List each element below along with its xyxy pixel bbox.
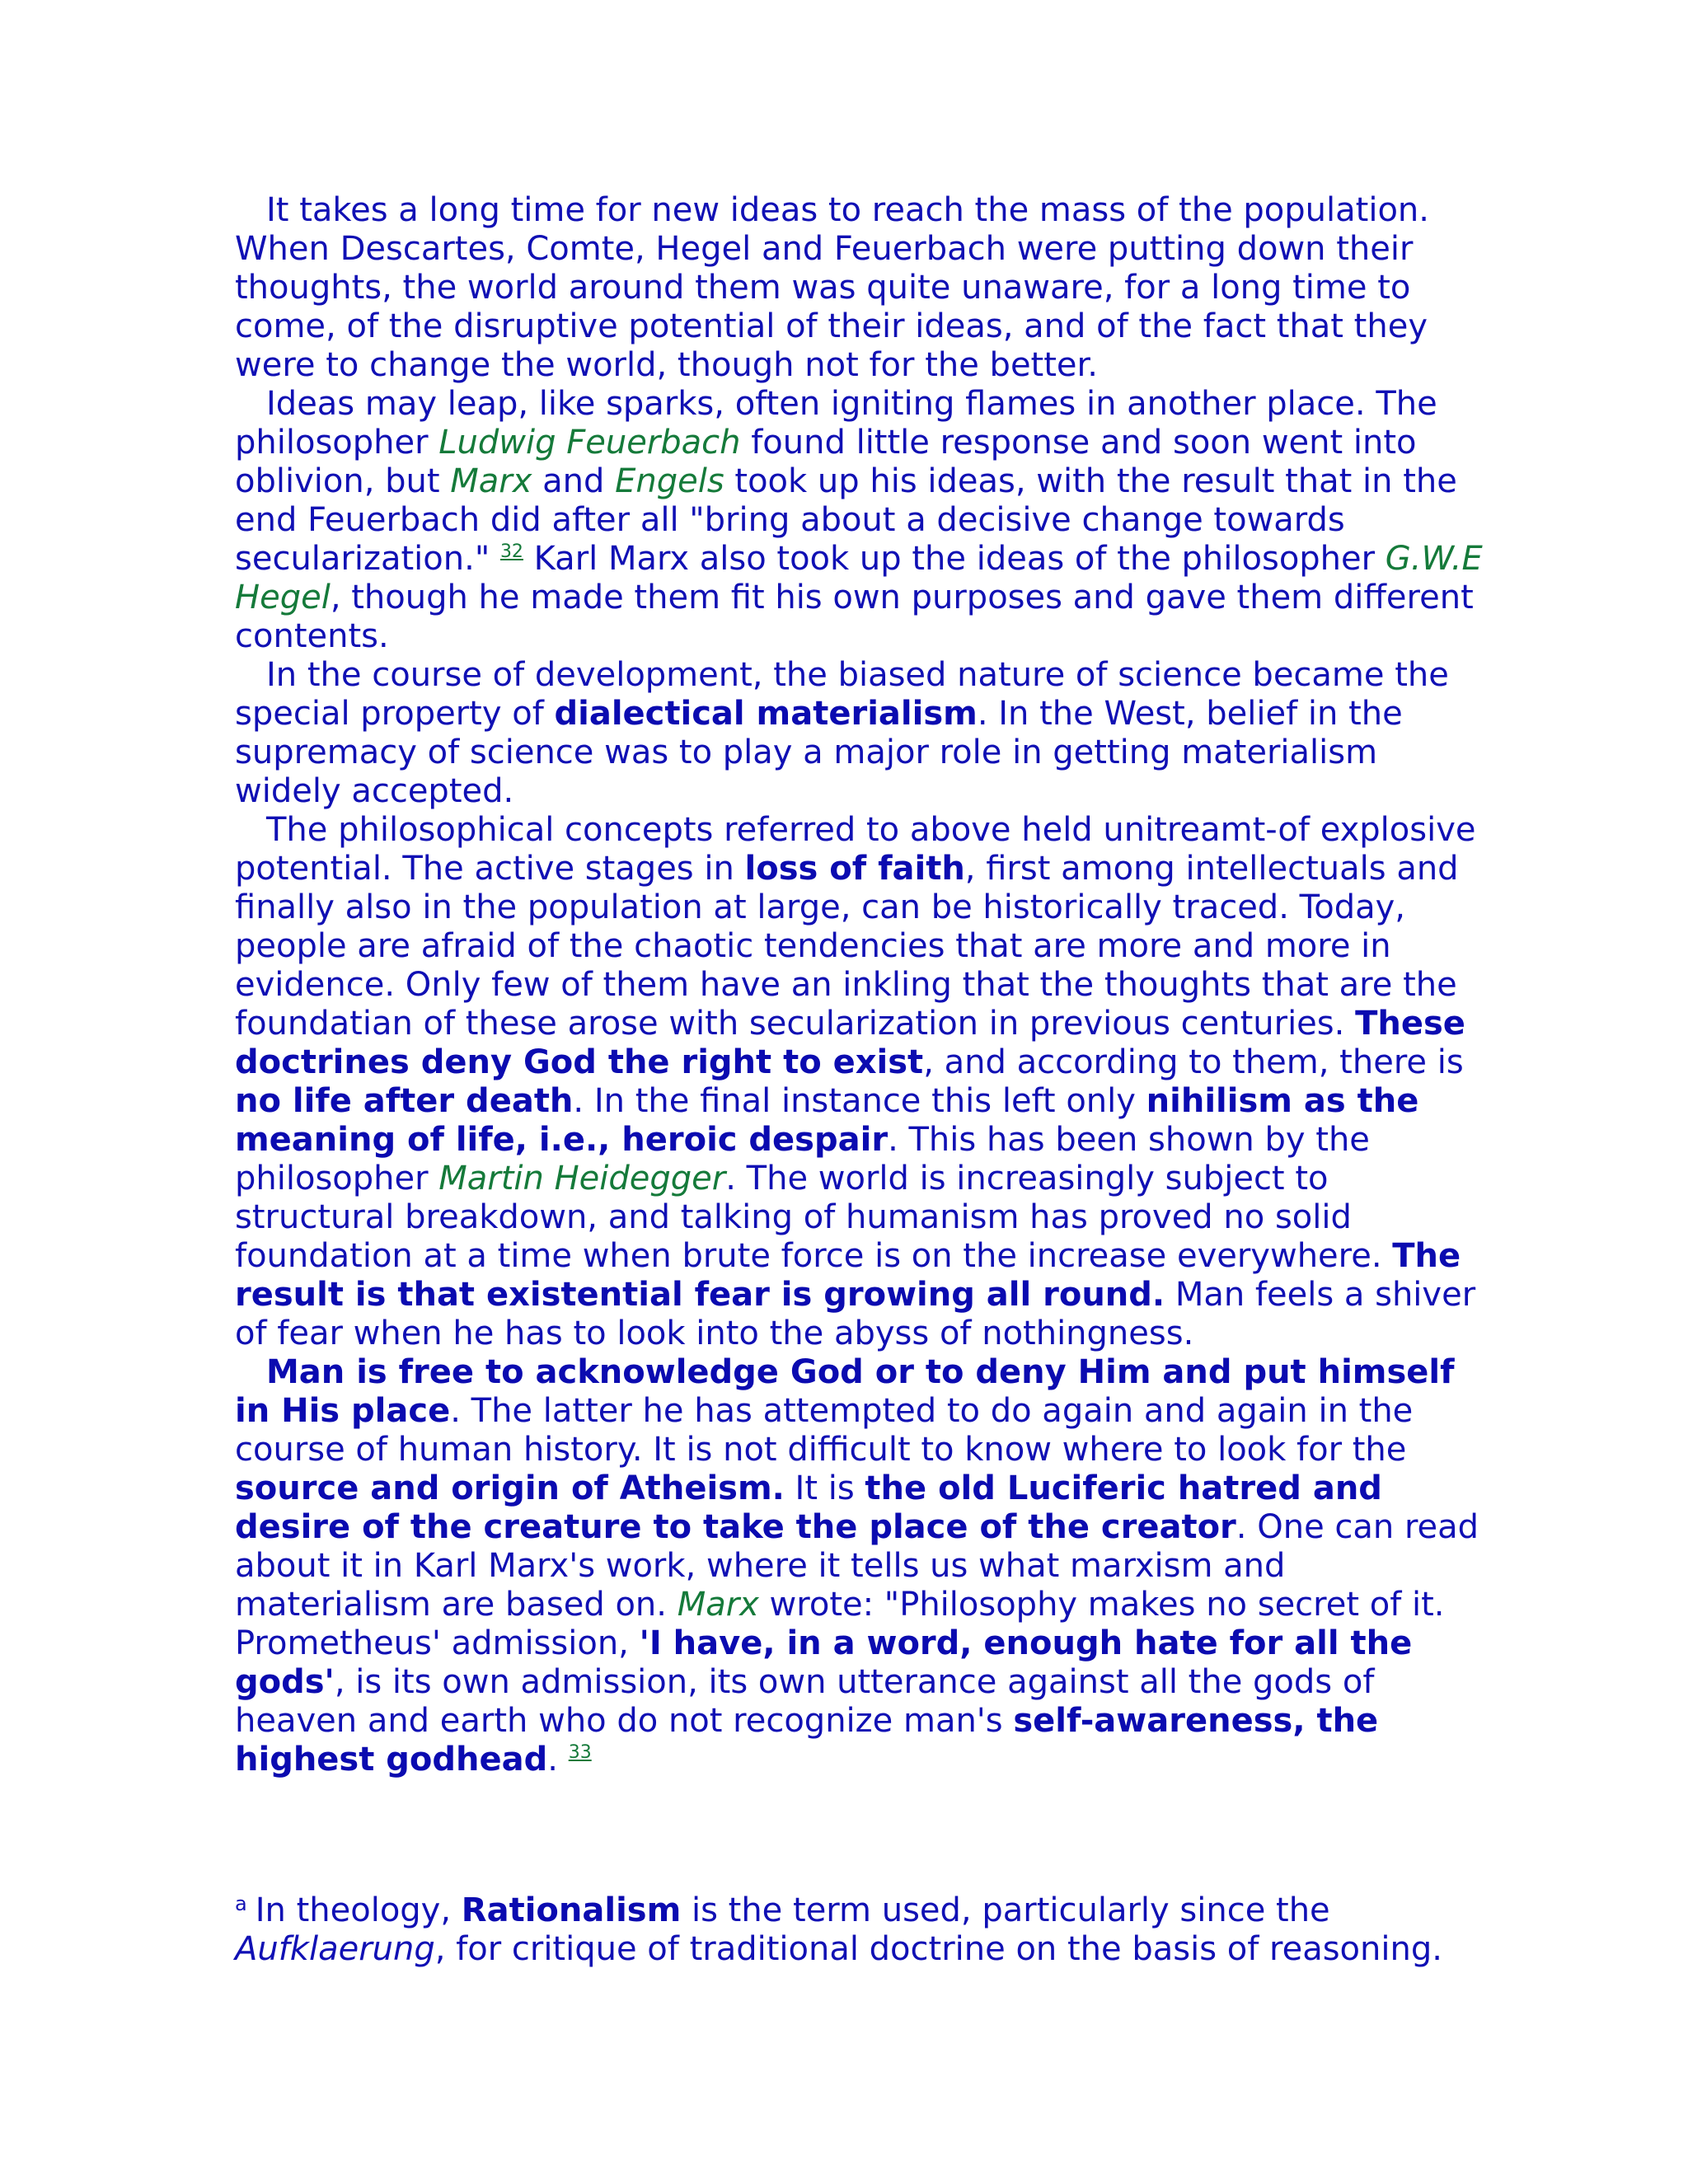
paragraph-text: . One can read about it in Karl Marx's work, where it tells us what marxism and materialism are based on. bbox=[235, 1508, 1479, 1624]
footnote bbox=[235, 1891, 1521, 1969]
paragraph-text: and bbox=[532, 462, 616, 500]
person-name-hegel: G.W.E Hegel bbox=[235, 540, 1483, 616]
person-name-marx: Marx bbox=[450, 462, 532, 500]
paragraph-text: , first among intellectuals and finally also in the population at large, can be historically traced. Today, people are afraid of the chaotic tendencies that are more and more in evidence. Only few of them have an inkling that the thoughts that are the foundatian of these arose with secularization in previous centuries. bbox=[235, 850, 1459, 1043]
paragraph-3 bbox=[235, 656, 1488, 811]
bold-phrase: Man is free to acknowledge God or to deny Him and put himself in His place bbox=[235, 1353, 1455, 1430]
bold-phrase: source and origin of Atheism. bbox=[235, 1469, 785, 1507]
paragraph-text: It is bbox=[784, 1469, 865, 1507]
paragraph-2 bbox=[235, 385, 1488, 656]
paragraph-5 bbox=[235, 1353, 1488, 1779]
person-name-marx: Marx bbox=[677, 1586, 759, 1624]
paragraph-text: Ideas may leap, like sparks, often igniting flames in another place. The philosopher bbox=[235, 385, 1437, 462]
paragraph-text: In the course of development, the biased nature of science became the special property of bbox=[235, 656, 1449, 733]
document-body bbox=[235, 191, 1488, 1779]
bold-phrase: dialectical materialism bbox=[554, 695, 978, 733]
bold-phrase: loss of faith bbox=[744, 850, 965, 888]
footnote-link-32[interactable]: 32 bbox=[499, 541, 523, 562]
footnote-marker: a bbox=[235, 1892, 247, 1915]
person-name-engels: Engels bbox=[615, 462, 724, 500]
bold-quote: 'I have, in a word, enough hate for all the gods' bbox=[235, 1624, 1413, 1701]
footnote-text bbox=[235, 1891, 1521, 1969]
paragraph-text: . In the West, belief in the supremacy of science was to play a major role in getting materialism widely accepted. bbox=[235, 695, 1403, 810]
paragraph-4 bbox=[235, 811, 1488, 1353]
bold-term: Rationalism bbox=[461, 1891, 682, 1929]
bold-phrase: The result is that existential fear is growing all round. bbox=[235, 1237, 1461, 1314]
paragraph-text: It takes a long time for new ideas to reach the mass of the population. When Descartes, Comte, Hegel and Feuerbach were putting down their thoughts, the world around them was quite unaware, for a long time to come, of the disruptive potential of their ideas, and of the fact that they were to change the world, though not for the better. bbox=[235, 191, 1429, 384]
paragraph-text: . The world is increasingly subject to structural breakdown, and talking of humanism has proved no solid foundation at a time when brute force is on the increase everywhere. bbox=[235, 1160, 1393, 1275]
paragraph-text: , is its own admission, its own utterance against all the gods of heaven and earth who do not recognize man's bbox=[235, 1663, 1375, 1740]
paragraph-text: , though he made them fit his own purposes and gave them different contents. bbox=[235, 579, 1474, 655]
italic-term: Aufklaerung bbox=[235, 1930, 435, 1968]
bold-phrase: These doctrines deny God the right to exist bbox=[235, 1005, 1465, 1081]
paragraph-text: wrote: "Philosophy makes no secret of it. Prometheus' admission, bbox=[235, 1586, 1445, 1662]
footnote-segment: In theology, bbox=[255, 1891, 462, 1929]
paragraph-text: found little response and soon went into oblivion, but bbox=[235, 424, 1417, 500]
paragraph-text: . In the final instance this left only bbox=[573, 1082, 1146, 1120]
paragraph-text: . The latter he has attempted to do again and again in the course of human history. It is not difficult to know where to look for the bbox=[235, 1392, 1414, 1469]
bold-phrase: the old Luciferic hatred and desire of the creature to take the place of the creator bbox=[235, 1469, 1382, 1546]
footnote-segment: , for critique of traditional doctrine on the basis of reasoning. bbox=[434, 1930, 1442, 1968]
paragraph-text: took up his ideas, with the result that in the end Feuerbach did after all "bring about a decisive change towards secularization." bbox=[235, 462, 1457, 578]
paragraph-text: The philosophical concepts referred to above held unitreamt-of explosive potential. The active stages in bbox=[235, 811, 1476, 888]
paragraph-text: Karl Marx also took up the ideas of the philosopher bbox=[523, 540, 1386, 578]
bold-phrase: no life after death bbox=[235, 1082, 574, 1120]
paragraph-text: . bbox=[547, 1741, 569, 1779]
paragraph-1 bbox=[235, 191, 1488, 385]
paragraph-text: . This has been shown by the philosopher bbox=[235, 1121, 1370, 1197]
bold-phrase: self-awareness, the highest godhead bbox=[235, 1702, 1379, 1779]
footnote-link-33[interactable]: 33 bbox=[568, 1742, 592, 1763]
person-name-heidegger: Martin Heidegger bbox=[438, 1160, 726, 1197]
footnote-segment: is the term used, particularly since the bbox=[681, 1891, 1330, 1929]
person-name-feuerbach: Ludwig Feuerbach bbox=[438, 424, 741, 462]
paragraph-text: , and according to them, there is bbox=[923, 1043, 1464, 1081]
paragraph-text: Man feels a shiver of fear when he has to look into the abyss of nothingness. bbox=[235, 1276, 1476, 1352]
bold-phrase: nihilism as the meaning of life, i.e., heroic despair bbox=[235, 1082, 1419, 1159]
